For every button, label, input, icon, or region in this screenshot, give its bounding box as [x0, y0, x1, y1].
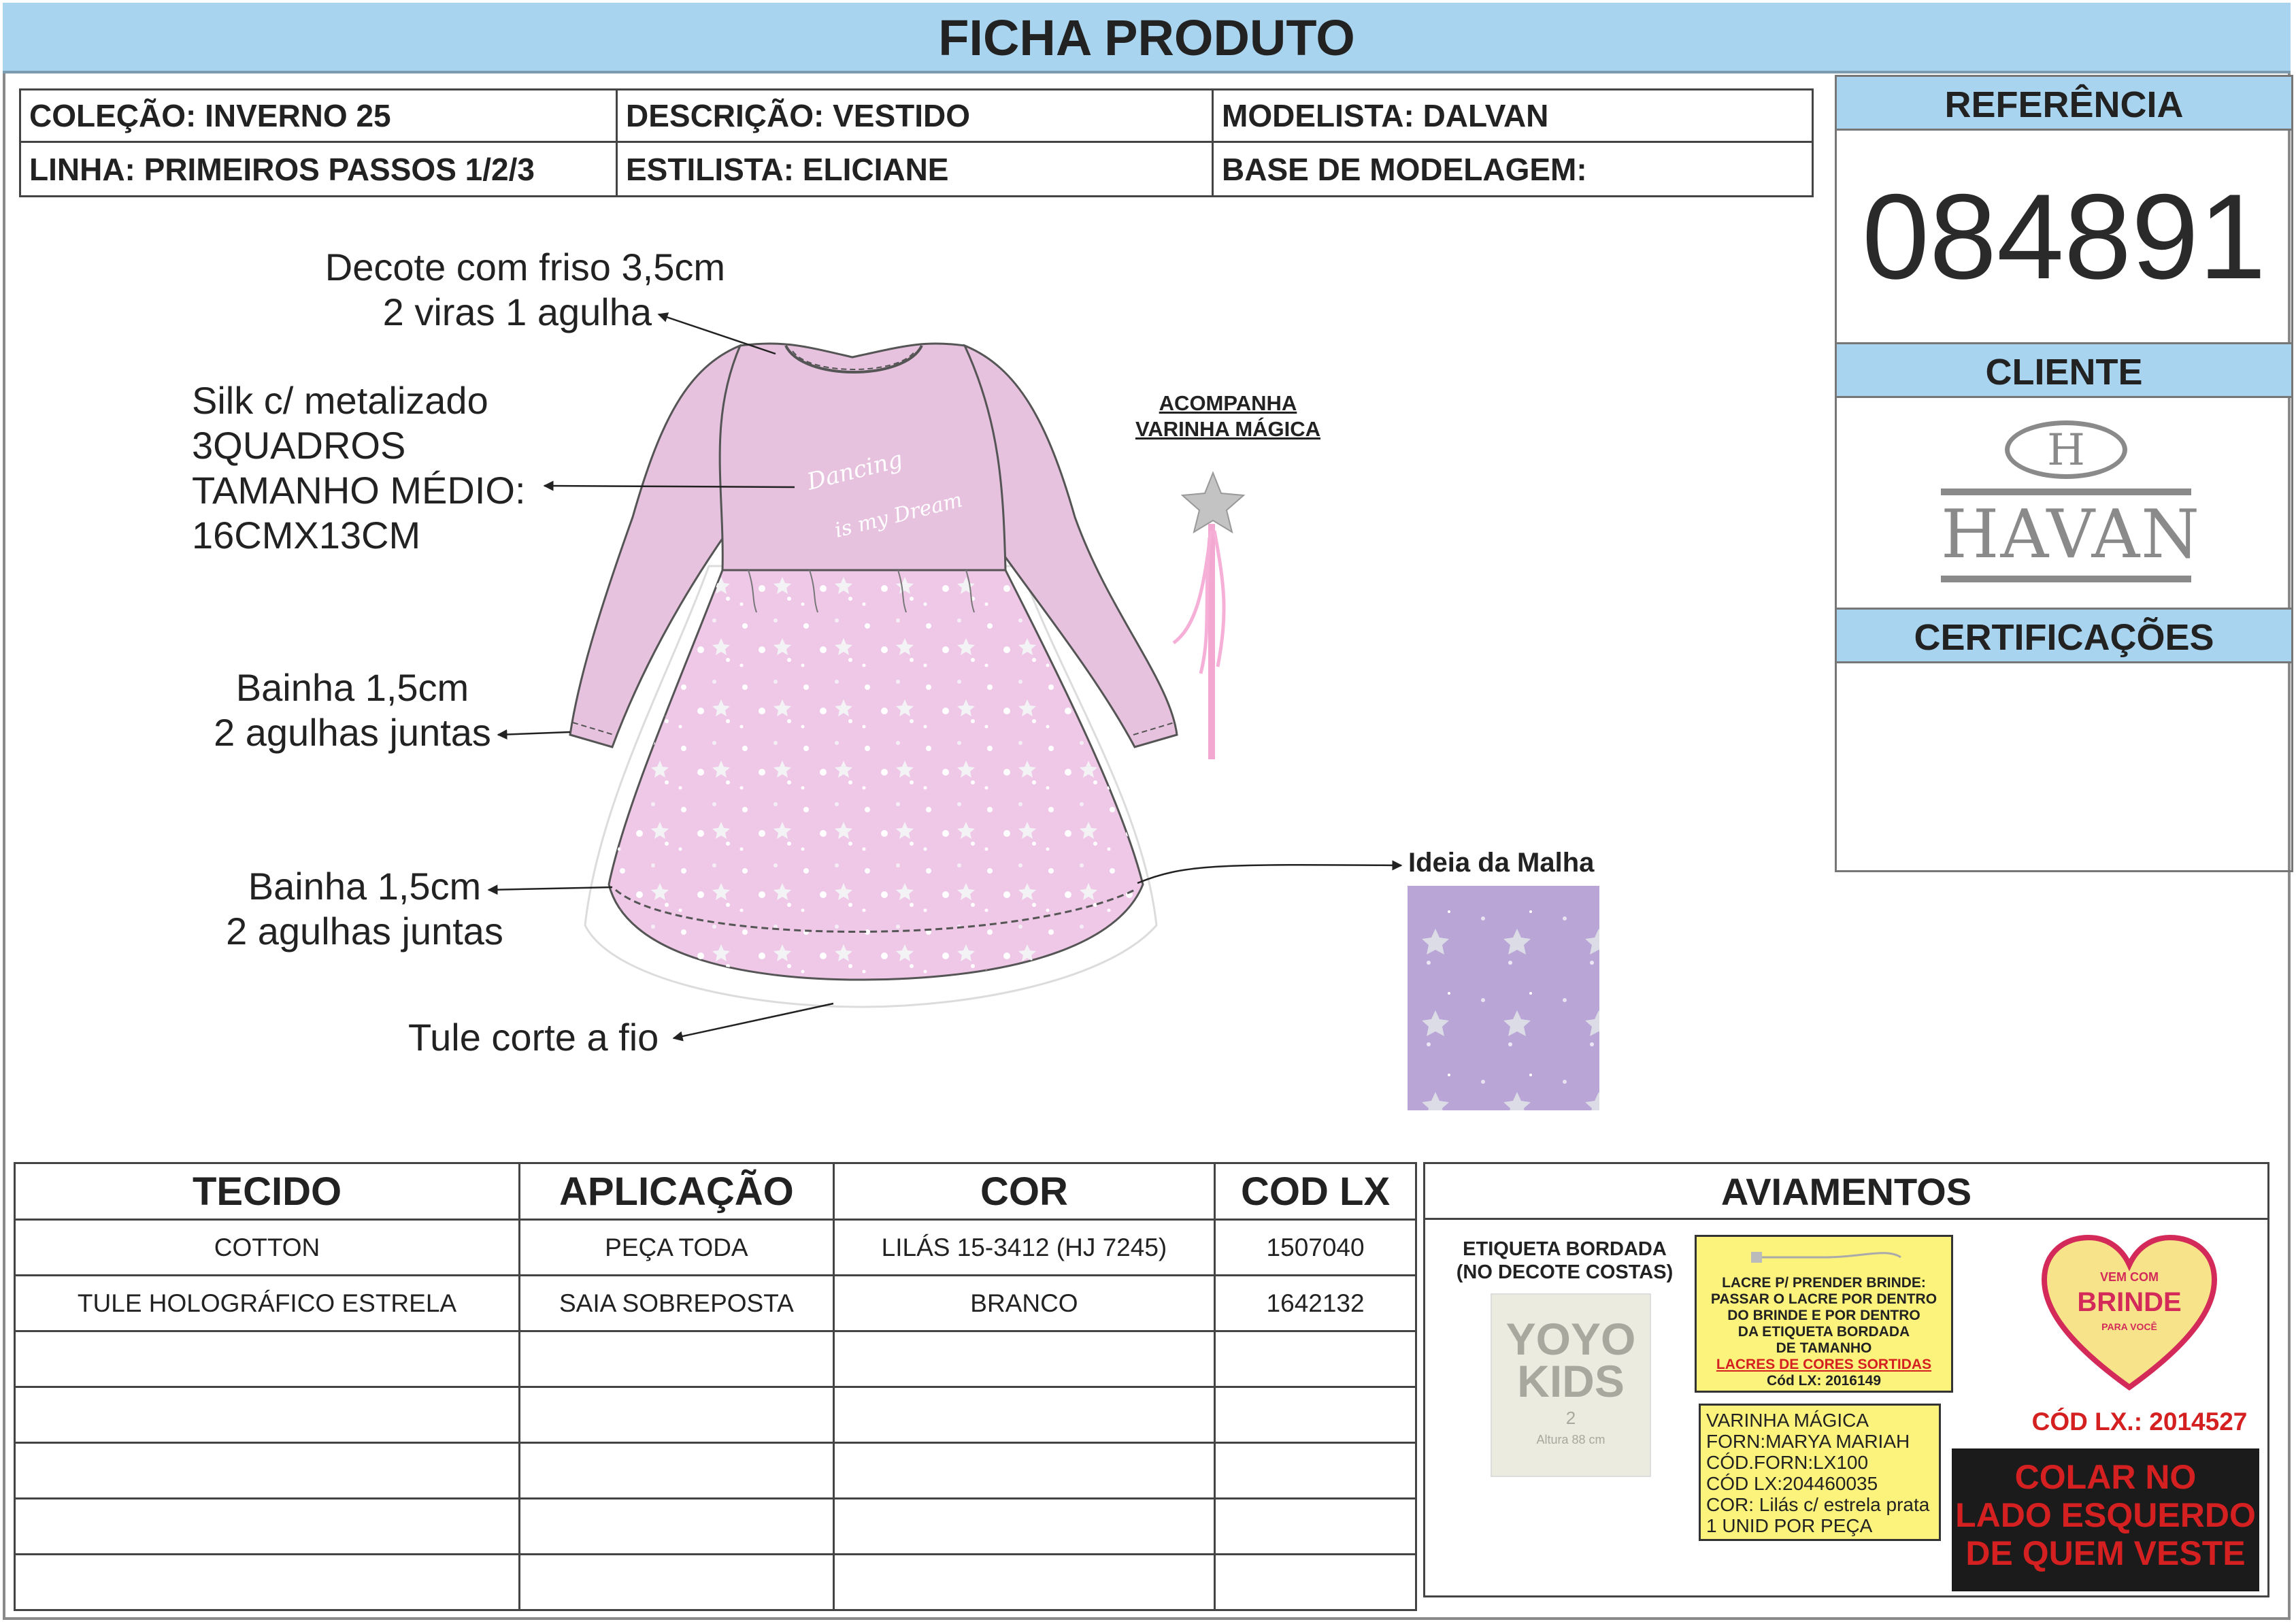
arrow-ideia-malha [1137, 865, 1401, 883]
lacre-line-5: DE TAMANHO [1776, 1340, 1872, 1356]
cell-empty [15, 1387, 520, 1443]
cell-cod-lx: 1507040 [1215, 1220, 1416, 1276]
brinde-cod-lx: CÓD LX.: 2014527 [2031, 1408, 2248, 1436]
colar-line-3: DE QUEM VESTE [1965, 1534, 2246, 1572]
colecao-field: COLEÇÃO: INVERNO 25 [21, 90, 618, 143]
cell-empty [15, 1555, 520, 1610]
callout-silk-line-3: TAMANHO MÉDIO: [192, 469, 526, 512]
header-tecido: TECIDO [15, 1163, 520, 1220]
cell-empty [1215, 1387, 1416, 1443]
heart-text-bottom: PARA VOCÊ [2101, 1321, 2157, 1332]
etiqueta-caption-line-1: ETIQUETA BORDADA [1463, 1238, 1667, 1260]
cell-cor: LILÁS 15-3412 (HJ 7245) [833, 1220, 1214, 1276]
referencia-label: REFERÊNCIA [1837, 75, 2291, 131]
table-header-row [15, 1163, 1416, 1220]
etiqueta-caption [1452, 1238, 1677, 1284]
estilista-field: ESTILISTA: ELICIANE [618, 143, 1214, 195]
lacre-cod: Cód LX: 2016149 [1766, 1373, 1882, 1389]
aviamentos-panel [1423, 1162, 2269, 1597]
cell-empty [833, 1555, 1214, 1610]
wand-ribbons [1174, 531, 1224, 674]
callout-acompanha-line-1: ACOMPANHA [1159, 391, 1297, 415]
linha-field: LINHA: PRIMEIROS PASSOS 1/2/3 [21, 143, 618, 195]
cell-empty [1215, 1555, 1416, 1610]
print-text-line-1: Dancing [804, 446, 905, 496]
cell-cor: BRANCO [833, 1276, 1214, 1331]
cell-empty [520, 1331, 834, 1387]
arrow-bainha-manga [498, 732, 570, 735]
lacre-line-3: DO BRINDE E POR DENTRO [1727, 1308, 1920, 1323]
table-row [15, 1499, 1416, 1555]
cell-cod-lx: 1642132 [1215, 1276, 1416, 1331]
woven-label-brand-1: YOYO [1505, 1314, 1636, 1364]
callout-ideia-malha: Ideia da Malha [1408, 848, 1595, 878]
lacre-line-4: DA ETIQUETA BORDADA [1737, 1324, 1910, 1340]
callout-acompanha [1116, 391, 1340, 442]
callout-tule: Tule corte a fio [408, 1016, 659, 1059]
wand-star [1182, 473, 1244, 532]
lacre-line-1: LACRE P/ PRENDER BRINDE: [1722, 1275, 1926, 1291]
callout-bainha-manga-line-1: Bainha 1,5cm [235, 666, 469, 709]
cell-aplicacao: SAIA SOBREPOSTA [520, 1276, 834, 1331]
varinha-line-4: CÓD LX:204460035 [1706, 1473, 1878, 1494]
heart-text-top: VEM COM [2099, 1270, 2159, 1284]
descricao-field: DESCRIÇÃO: VESTIDO [618, 90, 1214, 143]
table-row [15, 1331, 1416, 1387]
callout-acompanha-line-2: VARINHA MÁGICA [1135, 417, 1321, 441]
lacre-line-2: PASSAR O LACRE POR DENTRO [1710, 1291, 1937, 1307]
callout-bainha-saia-line-1: Bainha 1,5cm [248, 865, 482, 908]
woven-label-size: 2 [1565, 1408, 1576, 1428]
mesh-swatch [1408, 886, 1599, 1110]
table-row [15, 1555, 1416, 1610]
cell-tecido: COTTON [15, 1220, 520, 1276]
callout-bainha-manga-line-2: 2 agulhas juntas [214, 711, 491, 754]
header-cor: COR [833, 1163, 1214, 1220]
referencia-value: 084891 [1862, 169, 2266, 304]
cell-empty [15, 1499, 520, 1555]
cell-aplicacao: PEÇA TODA [520, 1220, 834, 1276]
woven-label-height: Altura 88 cm [1536, 1433, 1605, 1446]
certificacoes-label: CERTIFICAÇÕES [1837, 608, 2291, 663]
cell-empty [520, 1499, 834, 1555]
cell-empty [15, 1443, 520, 1499]
table-row [15, 1276, 1416, 1331]
table-row [15, 1387, 1416, 1443]
cell-empty [1215, 1331, 1416, 1387]
varinha-line-5: COR: Lilás c/ estrela prata [1706, 1494, 1930, 1515]
header-cod-lx: COD LX [1215, 1163, 1416, 1220]
cell-tecido: TULE HOLOGRÁFICO ESTRELA [15, 1276, 520, 1331]
varinha-line-3: CÓD.FORN:LX100 [1706, 1452, 1869, 1473]
havan-logo-text: HAVAN [1941, 496, 2201, 574]
varinha-line-2: FORN:MARYA MARIAH [1706, 1431, 1910, 1452]
header-aplicacao: APLICAÇÃO [520, 1163, 834, 1220]
brinde-heart-icon [2037, 1232, 2221, 1395]
cell-empty [520, 1387, 834, 1443]
table-row [15, 1220, 1416, 1276]
colar-line-2: LADO ESQUERDO [1955, 1496, 2256, 1534]
modelista-field: MODELISTA: DALVAN [1214, 90, 1812, 143]
woven-label [1491, 1293, 1651, 1477]
lacre-note [1695, 1235, 1953, 1393]
callout-decote-line-2: 2 viras 1 agulha [382, 291, 652, 333]
colar-note [1952, 1448, 2259, 1591]
cell-empty [520, 1443, 834, 1499]
varinha-note [1699, 1404, 1941, 1541]
callout-bainha-saia-line-2: 2 agulhas juntas [226, 910, 503, 952]
woven-label-brand-2: KIDS [1517, 1356, 1625, 1406]
callout-silk-line-4: 16CMX13CM [192, 514, 421, 557]
colar-line-1: COLAR NO [2014, 1458, 2197, 1496]
havan-logo-emblem: H [2005, 420, 2127, 479]
cell-empty [15, 1331, 520, 1387]
print-text-line-2: is my Dream [832, 488, 965, 543]
cell-empty [833, 1331, 1214, 1387]
lacre-red-note: LACRES DE CORES SORTIDAS [1716, 1357, 1932, 1372]
callout-decote [303, 245, 725, 335]
varinha-line-6: 1 UNID POR PEÇA [1706, 1515, 1873, 1536]
cell-empty [1215, 1443, 1416, 1499]
cell-empty [1215, 1499, 1416, 1555]
varinha-line-1: VARINHA MÁGICA [1706, 1410, 1869, 1431]
callout-decote-line-1: Decote com friso 3,5cm [325, 246, 725, 288]
cell-empty [833, 1443, 1214, 1499]
materials-table [14, 1162, 1417, 1611]
base-modelagem-field: BASE DE MODELAGEM: [1222, 151, 1587, 187]
callout-bainha-saia [216, 864, 513, 954]
cliente-label: CLIENTE [1837, 342, 2291, 398]
cell-empty [833, 1387, 1214, 1443]
aviamentos-title: AVIAMENTOS [1425, 1164, 2267, 1220]
callout-silk-line-1: Silk c/ metalizado [192, 379, 488, 422]
table-row [15, 1443, 1416, 1499]
callout-silk-line-2: 3QUADROS [192, 424, 406, 467]
page-title: FICHA PRODUTO [938, 10, 1355, 66]
etiqueta-caption-line-2: (NO DECOTE COSTAS) [1456, 1261, 1674, 1283]
heart-text-main: BRINDE [2077, 1287, 2182, 1317]
callout-silk [192, 378, 526, 558]
lacre-tag-icon [1737, 1242, 1908, 1272]
arrow-tule [673, 1004, 833, 1038]
callout-bainha-manga [204, 665, 501, 755]
cell-empty [520, 1555, 834, 1610]
cell-empty [833, 1499, 1214, 1555]
